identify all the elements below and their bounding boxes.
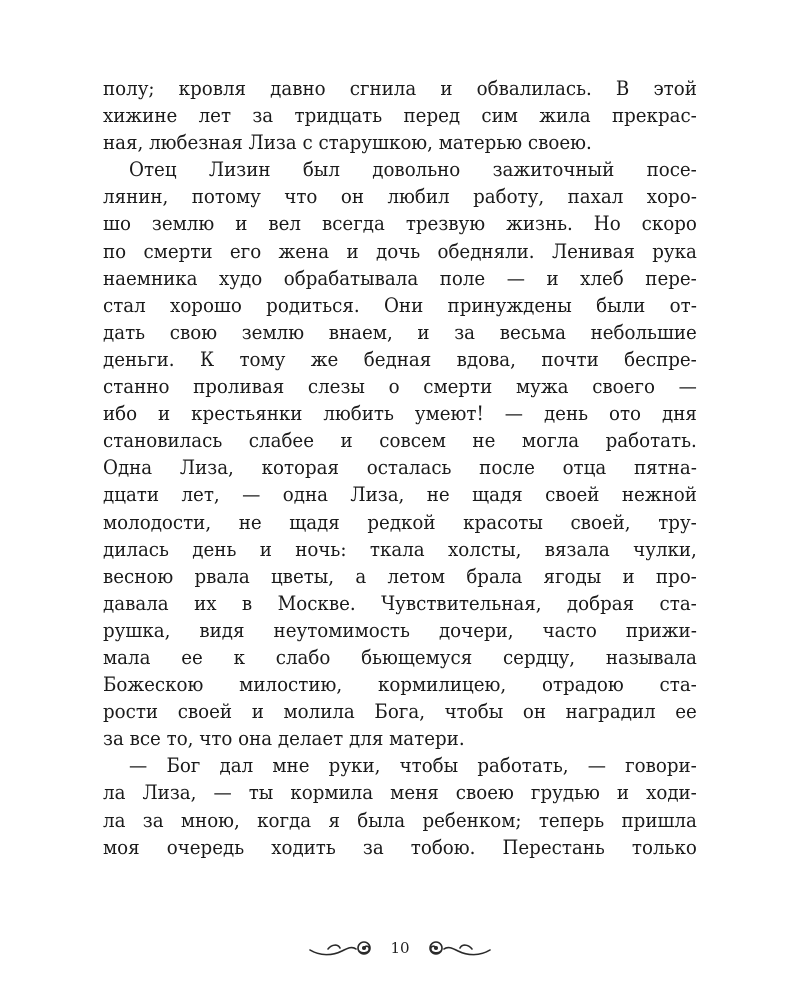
text-line: молодости, не щадя редкой красоты своей, тру-: [103, 510, 697, 534]
flourish-right-icon: [422, 936, 492, 960]
text-line: по смерти его жена и дочь обедняли. Ленивая рука: [103, 239, 697, 263]
text-line: ибо и крестьянки любить умеют! — день ото дня: [103, 402, 697, 426]
text-line: ная, любезная Лиза с старушкою, матерью своею.: [103, 131, 592, 155]
text-line: становилась слабее и совсем не могла работать.: [103, 429, 697, 453]
text-line: дать свою землю внаем, и за весьма небольшие: [103, 320, 697, 344]
text-line: ла за мною, когда я была ребенком; теперь пришла: [103, 808, 697, 832]
text-line: Одна Лиза, которая осталась после отца пятна-: [103, 456, 697, 480]
text-line: хижине лет за тридцать перед сим жила прекрас-: [103, 104, 697, 128]
text-line: лянин, потому что он любил работу, пахал хоро-: [103, 185, 697, 209]
text-line: рости своей и молила Бога, чтобы он наградил ее: [103, 700, 697, 724]
paragraph-first-line: Отец Лизин был довольно зажиточный посе-: [129, 158, 697, 182]
text-line: рушка, видя неутомимость дочери, часто прижи-: [103, 618, 697, 642]
text-line: стал хорошо родиться. Они принуждены были от-: [103, 293, 697, 317]
text-line: мала ее к слабо бьющемуся сердцу, называла: [103, 645, 697, 669]
text-line: полу; кровля давно сгнила и обвалилась. В этой: [103, 77, 697, 100]
page-number: 10: [390, 939, 410, 957]
text-line: ла Лиза, — ты кормила меня своею грудью и ходи-: [103, 781, 697, 805]
text-line: станно проливая слезы о смерти мужа своего —: [103, 375, 697, 399]
text-line: дцати лет, — одна Лиза, не щадя своей нежной: [103, 483, 697, 507]
book-page-text: [103, 75, 697, 861]
text-line: деньги. К тому же бедная вдова, почти беспре-: [103, 347, 697, 371]
text-line: за все то, что она делает для матери.: [103, 727, 465, 751]
text-line: шо землю и вел всегда трезвую жизнь. Но скоро: [103, 212, 697, 236]
text-line: давала их в Москве. Чувствительная, добрая ста-: [103, 591, 697, 615]
text-line: Божескою милостию, кормилицею, отрадою ста-: [103, 673, 697, 697]
flourish-left-icon: [308, 936, 378, 960]
text-line: моя очередь ходить за тобою. Перестань только: [103, 835, 697, 859]
text-line: наемника худо обрабатывала поле — и хлеб пере-: [103, 266, 697, 290]
paragraph-first-line: — Бог дал мне руки, чтобы работать, — говори-: [129, 754, 697, 778]
text-line: весною рвала цветы, а летом брала ягоды и про-: [103, 564, 697, 588]
page-footer: [0, 928, 800, 968]
text-line: дилась день и ночь: ткала холсты, вязала чулки,: [103, 537, 697, 561]
